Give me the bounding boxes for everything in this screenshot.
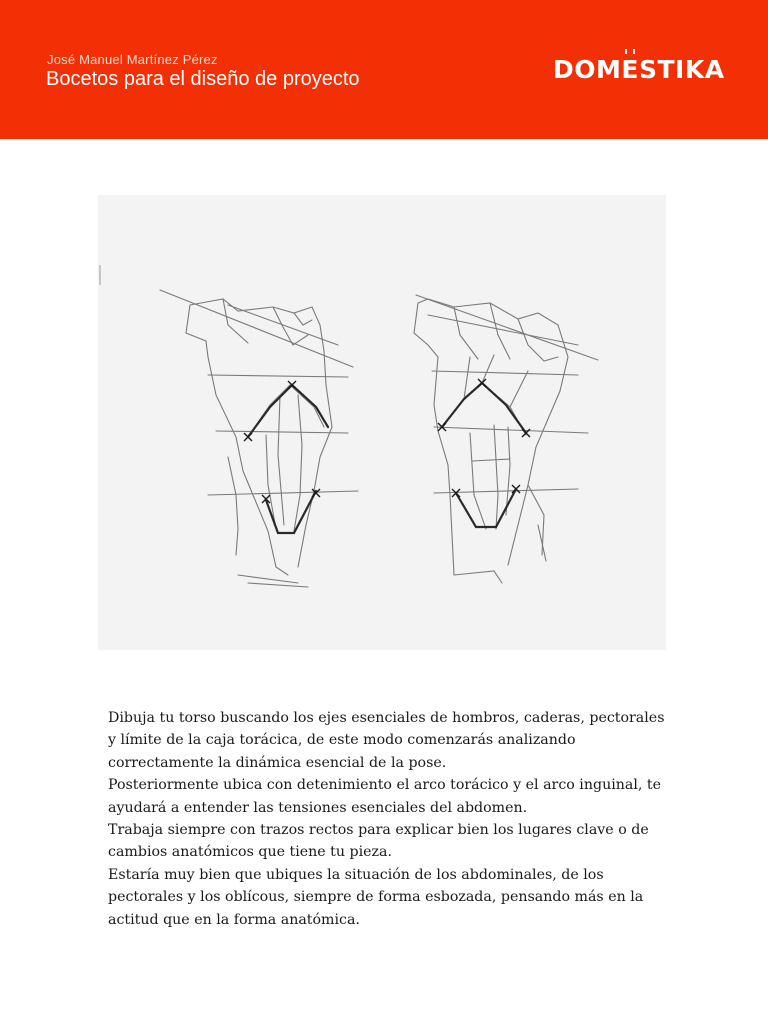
document-title: Bocetos para el diseño de proyecto [46, 68, 360, 90]
author-name: José Manuel Martínez Pérez [47, 52, 218, 67]
logo-text-accent: E [621, 55, 639, 84]
body-text [108, 707, 668, 931]
header-banner [0, 0, 768, 139]
torso-sketch-image [98, 195, 670, 650]
paragraph-1: Dibuja tu torso buscando los ejes esenciales de hombros, caderas, pectorales y límite de la caja torácica, de este modo comenzarás analizando correctamente la dinámica esencial de la pose. [108, 710, 665, 771]
logo-text-start: DOM [553, 55, 622, 84]
paragraph-3: Trabaja siempre con trazos rectos para explicar bien los lugares clave o de cambios anatómicos que tiene tu pieza. [108, 822, 649, 861]
paragraph-2: Posteriormente ubica con detenimiento el arco torácico y el arco inguinal, te ayudará a entender las tensiones esenciales del abdomen. [108, 777, 661, 816]
domestika-logo [553, 55, 725, 84]
paragraph-4: Estaría muy bien que ubiques la situación de los abdominales, de los pectorales y los oblícous, siempre de forma esbozada, pensando más en la actitud que en la forma anatómica. [108, 866, 644, 928]
logo-text-end: STIKA [638, 55, 725, 84]
torso-sketch-drawing [98, 195, 670, 650]
